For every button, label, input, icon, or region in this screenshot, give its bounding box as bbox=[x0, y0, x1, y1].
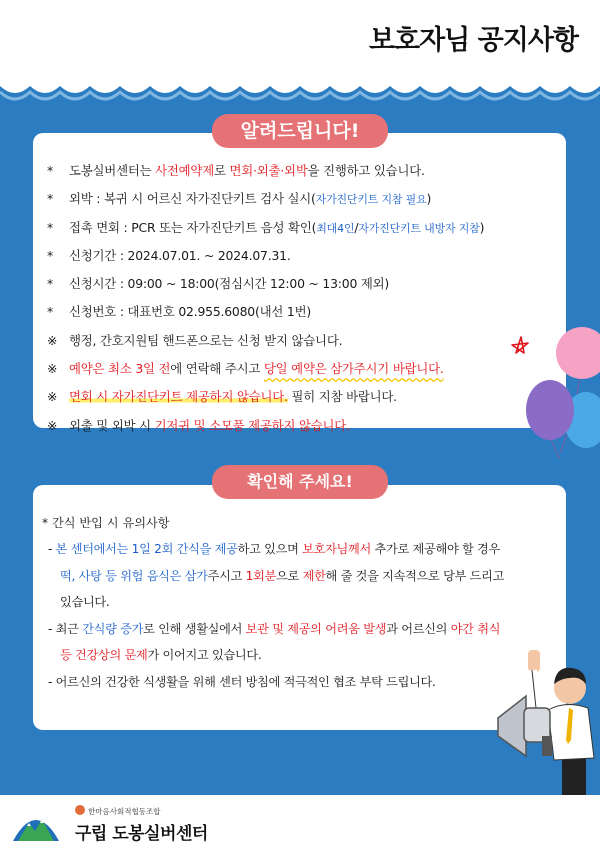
header bbox=[0, 0, 600, 78]
bullet-mark: ※ bbox=[47, 332, 58, 348]
emphasis-red: 예약은 최소 3일 전 bbox=[69, 361, 171, 377]
text-segment: / bbox=[354, 219, 359, 235]
emphasis-red: 기저귀 및 소모품 제공하지 않습니다. bbox=[154, 417, 350, 433]
emphasis-blue: 자가진단키트 내방자 지참 bbox=[358, 221, 480, 235]
text-segment: 과 어르신의 bbox=[386, 621, 451, 636]
text-segment: - 어르신의 건강한 식생활을 위해 센터 방침에 적극적인 협조 부탁 드립니다. bbox=[48, 674, 436, 689]
text-segment: 해 줄 것을 지속적으로 당부 드리고 bbox=[325, 568, 505, 583]
emphasis-red: 당일 예약은 삼가주시기 바랍니다. bbox=[263, 361, 444, 377]
emphasis-red: 보관 및 제공의 어려움 발생 bbox=[245, 621, 387, 636]
text-segment: 신청기간 : 2024.07.01. ~ 2024.07.31. bbox=[69, 247, 291, 263]
notice-item bbox=[47, 412, 567, 440]
notice-item bbox=[47, 214, 567, 242]
text-segment: 신청번호 : 대표번호 02.955.6080(내선 1번) bbox=[69, 304, 311, 320]
notice-item bbox=[47, 355, 567, 383]
text-segment: 로 인해 생활실에서 bbox=[143, 621, 246, 636]
check-line bbox=[42, 642, 562, 669]
check-line bbox=[42, 616, 562, 643]
bullet-mark: ※ bbox=[47, 417, 58, 433]
text-segment: 필히 지참 바랍니다. bbox=[287, 389, 397, 405]
emphasis-red: 면회·외출·외박 bbox=[229, 163, 308, 178]
bullet-mark: * bbox=[47, 191, 53, 207]
org-small-name: 한마음사회적협동조합 bbox=[88, 807, 161, 816]
emphasis-red: 보호자님께서 bbox=[302, 542, 371, 556]
org-logo-icon bbox=[75, 805, 85, 815]
check-line bbox=[42, 669, 562, 696]
page-title: 보호자님 공지사항 bbox=[368, 25, 578, 56]
text-segment: - bbox=[48, 542, 56, 556]
check-line bbox=[42, 563, 562, 590]
text-segment: 로 bbox=[213, 163, 230, 178]
bullet-mark: * bbox=[47, 247, 53, 263]
emphasis-blue: 간식량 증가 bbox=[82, 621, 144, 636]
megaphone-person-icon bbox=[496, 648, 600, 795]
emphasis-red: 1회분 bbox=[245, 568, 277, 583]
wave-border bbox=[0, 78, 600, 118]
emphasis-blue: 떡, 사탕 등 위험 음식은 삼가 bbox=[60, 568, 208, 583]
notice-list bbox=[47, 157, 567, 440]
text-segment: 에 연락해 주시고 bbox=[170, 361, 264, 377]
text-segment: 으로 bbox=[276, 568, 303, 583]
text-segment: 외출 및 외박 시 bbox=[69, 417, 155, 433]
check-line bbox=[42, 536, 562, 563]
text-segment: 을 진행하고 있습니다. bbox=[307, 163, 425, 178]
notice-item bbox=[47, 298, 567, 326]
emphasis-red: 야간 취식 bbox=[450, 621, 501, 636]
emphasis-red: 제한 bbox=[302, 568, 326, 583]
notice-item bbox=[47, 383, 567, 411]
check-line bbox=[42, 589, 562, 616]
notice-item bbox=[47, 270, 567, 298]
emphasis-red: 등 건강상의 문제 bbox=[60, 648, 148, 662]
check-heading: * 간식 반입 시 유의사항 bbox=[42, 516, 170, 530]
bullet-mark: ※ bbox=[47, 389, 58, 405]
text-segment: 주시고 bbox=[207, 568, 246, 583]
text-segment: 신청시간 : 09:00 ~ 18:00(점심시간 12:00 ~ 13:00 제외) bbox=[69, 276, 390, 292]
text-segment: 하고 있으며 bbox=[237, 542, 303, 556]
text-segment: ) bbox=[479, 219, 485, 235]
text-segment: 가 이어지고 있습니다. bbox=[147, 648, 262, 662]
notice-item bbox=[47, 157, 567, 185]
emphasis-red: 면회 시 자가진단키트 제공하지 않습니다. bbox=[69, 389, 288, 405]
bullet-mark: * bbox=[47, 304, 53, 320]
text-segment: 접촉 면회 : PCR 또는 자가진단키트 음성 확인( bbox=[69, 219, 317, 235]
bullet-mark: ※ bbox=[47, 361, 58, 377]
notice-pill: 알려드립니다! bbox=[212, 114, 388, 148]
balloons-icon bbox=[520, 325, 600, 465]
text-segment: ) bbox=[426, 191, 432, 207]
text-segment: 추가로 제공해야 할 경우 bbox=[370, 542, 500, 556]
check-list bbox=[42, 510, 562, 695]
notice-item bbox=[47, 185, 567, 213]
mountain-logo-icon bbox=[12, 805, 60, 843]
emphasis-red: 사전예약제 bbox=[155, 163, 214, 178]
notice-item bbox=[47, 242, 567, 270]
emphasis-blue: 본 센터에서는 1일 2회 간식을 제공 bbox=[55, 542, 238, 556]
text-segment: 도봉실버센터는 bbox=[69, 163, 156, 178]
emphasis-blue: 자가진단키트 지참 필요 bbox=[315, 193, 427, 207]
bullet-mark: * bbox=[47, 219, 53, 235]
bullet-mark: * bbox=[47, 163, 53, 178]
org-name: 구립 도봉실버센터 bbox=[75, 824, 208, 844]
footer bbox=[0, 795, 600, 849]
text-segment: 외박 : 복귀 시 어르신 자가진단키트 검사 실시( bbox=[69, 191, 316, 207]
notice-item bbox=[47, 327, 567, 355]
bullet-mark: * bbox=[47, 276, 53, 292]
text-segment: 행정, 간호지원팀 핸드폰으로는 신청 받지 않습니다. bbox=[69, 332, 343, 348]
emphasis-blue: 최대4인 bbox=[316, 221, 355, 235]
text-segment: 있습니다. bbox=[60, 595, 110, 609]
text-segment: - 최근 bbox=[48, 621, 83, 636]
check-pill: 확인해 주세요! bbox=[212, 465, 388, 499]
